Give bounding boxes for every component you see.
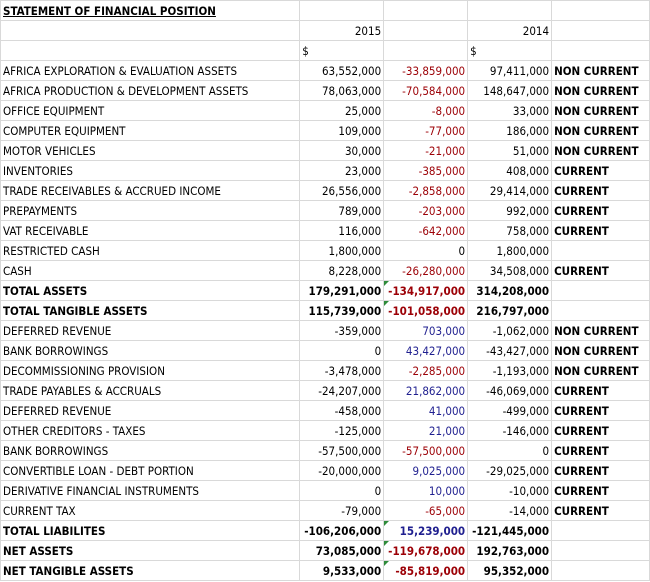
change-cell[interactable]: -203,000 [384,201,468,221]
value-2014-cell[interactable]: 51,000 [468,141,552,161]
year-header-row [1,21,650,41]
table-row [1,61,650,81]
change-cell[interactable]: 43,427,000 [384,341,468,361]
table-row [1,301,650,321]
value-2015-cell[interactable]: 9,533,000 [300,561,384,581]
value-2014-cell[interactable]: 33,000 [468,101,552,121]
table-row [1,101,650,121]
table-row [1,341,650,361]
value-2015-cell[interactable]: 1,800,000 [300,241,384,261]
change-cell[interactable]: -21,000 [384,141,468,161]
line-item-label[interactable]: OTHER CREDITORS - TAXES [1,421,300,441]
empty-cell[interactable] [1,41,300,61]
value-2015-cell[interactable]: -24,207,000 [300,381,384,401]
table-row [1,381,650,401]
value-2015-cell[interactable]: -359,000 [300,321,384,341]
table-row [1,121,650,141]
value-2014-cell[interactable]: -29,025,000 [468,461,552,481]
value-2015-cell[interactable]: -57,500,000 [300,441,384,461]
classification-cell[interactable]: CURRENT [552,481,650,501]
table-row [1,321,650,341]
table-row [1,281,650,301]
change-cell[interactable]: 10,000 [384,481,468,501]
change-cell[interactable]: -2,858,000 [384,181,468,201]
table-row [1,361,650,381]
value-2014-cell[interactable]: 408,000 [468,161,552,181]
value-2014-cell[interactable]: 95,352,000 [468,561,552,581]
line-item-label[interactable]: DEFERRED REVENUE [1,401,300,421]
empty-cell[interactable] [552,21,650,41]
currency-row [1,41,650,61]
change-cell[interactable]: -8,000 [384,101,468,121]
value-2015-cell[interactable]: -125,000 [300,421,384,441]
value-2015-cell[interactable]: -3,478,000 [300,361,384,381]
change-cell[interactable]: 21,000 [384,421,468,441]
value-2014-cell[interactable]: 148,647,000 [468,81,552,101]
line-item-label[interactable]: COMPUTER EQUIPMENT [1,121,300,141]
table-row [1,461,650,481]
value-2014-cell[interactable]: -10,000 [468,481,552,501]
value-2015-cell[interactable]: 115,739,000 [300,301,384,321]
line-item-label[interactable]: RESTRICTED CASH [1,241,300,261]
empty-cell[interactable] [552,1,650,21]
classification-cell[interactable] [552,281,650,301]
value-2014-cell[interactable]: -1,193,000 [468,361,552,381]
table-row [1,501,650,521]
value-2015-cell[interactable]: 109,000 [300,121,384,141]
classification-cell[interactable] [552,301,650,321]
change-cell[interactable]: -85,819,000 [384,561,468,581]
value-2015-cell[interactable]: 25,000 [300,101,384,121]
change-cell[interactable]: -57,500,000 [384,441,468,461]
table-row [1,421,650,441]
value-2014-cell[interactable]: 29,414,000 [468,181,552,201]
table-row [1,81,650,101]
change-cell[interactable]: 15,239,000 [384,521,468,541]
value-2015-cell[interactable]: 73,085,000 [300,541,384,561]
classification-cell[interactable]: CURRENT [552,421,650,441]
classification-cell[interactable] [552,561,650,581]
classification-cell[interactable]: NON CURRENT [552,101,650,121]
value-2015-cell[interactable]: 26,556,000 [300,181,384,201]
value-2014-cell[interactable]: 758,000 [468,221,552,241]
value-2015-cell[interactable]: -79,000 [300,501,384,521]
value-2015-cell[interactable]: 179,291,000 [300,281,384,301]
classification-cell[interactable]: CURRENT [552,441,650,461]
value-2014-cell[interactable]: 192,763,000 [468,541,552,561]
line-item-label[interactable]: AFRICA EXPLORATION & EVALUATION ASSETS [1,61,300,81]
change-cell[interactable]: -77,000 [384,121,468,141]
value-2015-cell[interactable]: -106,206,000 [300,521,384,541]
table-row [1,521,650,541]
value-2014-cell[interactable]: 992,000 [468,201,552,221]
value-2014-cell[interactable]: 97,411,000 [468,61,552,81]
classification-cell[interactable]: CURRENT [552,181,650,201]
line-item-label[interactable]: INVENTORIES [1,161,300,181]
classification-cell[interactable]: NON CURRENT [552,81,650,101]
empty-cell[interactable] [384,21,468,41]
classification-cell[interactable] [552,541,650,561]
change-cell[interactable]: 21,862,000 [384,381,468,401]
change-cell[interactable]: -101,058,000 [384,301,468,321]
table-row [1,261,650,281]
classification-cell[interactable]: CURRENT [552,201,650,221]
title-row [1,1,650,21]
empty-cell[interactable] [384,41,468,61]
value-2015-cell[interactable]: 8,228,000 [300,261,384,281]
change-cell[interactable]: -385,000 [384,161,468,181]
table-row [1,561,650,581]
value-2015-cell[interactable]: 116,000 [300,221,384,241]
change-cell[interactable]: -26,280,000 [384,261,468,281]
line-item-label[interactable]: NET ASSETS [1,541,300,561]
value-2014-cell[interactable]: 0 [468,441,552,461]
classification-cell[interactable]: CURRENT [552,161,650,181]
classification-cell[interactable]: CURRENT [552,501,650,521]
classification-cell[interactable]: NON CURRENT [552,121,650,141]
classification-cell[interactable]: CURRENT [552,461,650,481]
value-2014-cell[interactable]: -43,427,000 [468,341,552,361]
change-cell[interactable]: -70,584,000 [384,81,468,101]
line-item-label[interactable]: PREPAYMENTS [1,201,300,221]
change-cell[interactable]: -119,678,000 [384,541,468,561]
classification-cell[interactable] [552,241,650,261]
value-2015-cell[interactable]: -458,000 [300,401,384,421]
value-2015-cell[interactable]: 23,000 [300,161,384,181]
change-cell[interactable]: -2,285,000 [384,361,468,381]
line-item-label[interactable]: TOTAL TANGIBLE ASSETS [1,301,300,321]
empty-cell[interactable] [300,1,384,21]
change-cell[interactable]: -65,000 [384,501,468,521]
value-2015-cell[interactable]: 30,000 [300,141,384,161]
table-row [1,481,650,501]
value-2014-cell[interactable]: 34,508,000 [468,261,552,281]
classification-cell[interactable]: NON CURRENT [552,341,650,361]
classification-cell[interactable]: CURRENT [552,261,650,281]
table-row [1,201,650,221]
table-row [1,541,650,561]
classification-cell[interactable]: NON CURRENT [552,361,650,381]
year-2014-header[interactable]: 2014 [468,21,552,41]
line-item-label[interactable]: CASH [1,261,300,281]
line-item-label[interactable]: DECOMMISSIONING PROVISION [1,361,300,381]
line-item-label[interactable]: TRADE PAYABLES & ACCRUALS [1,381,300,401]
empty-cell[interactable] [468,1,552,21]
change-cell[interactable]: 41,000 [384,401,468,421]
value-2015-cell[interactable]: -20,000,000 [300,461,384,481]
line-item-label[interactable]: TRADE RECEIVABLES & ACCRUED INCOME [1,181,300,201]
line-item-label[interactable]: CONVERTIBLE LOAN - DEBT PORTION [1,461,300,481]
value-2014-cell[interactable]: -46,069,000 [468,381,552,401]
empty-cell[interactable] [384,1,468,21]
change-cell[interactable]: 0 [384,241,468,261]
value-2015-cell[interactable]: 0 [300,341,384,361]
value-2014-cell[interactable]: -1,062,000 [468,321,552,341]
change-cell[interactable]: -33,859,000 [384,61,468,81]
line-item-label[interactable]: BANK BORROWINGS [1,341,300,361]
value-2014-cell[interactable]: 186,000 [468,121,552,141]
currency-2015[interactable]: $ [300,41,384,61]
table-row [1,141,650,161]
value-2014-cell[interactable]: -499,000 [468,401,552,421]
value-2015-cell[interactable]: 63,552,000 [300,61,384,81]
classification-cell[interactable]: NON CURRENT [552,141,650,161]
currency-2014[interactable]: $ [468,41,552,61]
line-item-label[interactable]: CURRENT TAX [1,501,300,521]
value-2014-cell[interactable]: 1,800,000 [468,241,552,261]
line-item-label[interactable]: TOTAL LIABILITES [1,521,300,541]
line-item-label[interactable]: NET TANGIBLE ASSETS [1,561,300,581]
value-2015-cell[interactable]: 78,063,000 [300,81,384,101]
classification-cell[interactable]: NON CURRENT [552,61,650,81]
line-item-label[interactable]: MOTOR VEHICLES [1,141,300,161]
table-row [1,401,650,421]
change-cell[interactable]: 9,025,000 [384,461,468,481]
line-item-label[interactable]: TOTAL ASSETS [1,281,300,301]
change-cell[interactable]: -642,000 [384,221,468,241]
value-2015-cell[interactable]: 0 [300,481,384,501]
line-item-label[interactable]: VAT RECEIVABLE [1,221,300,241]
classification-cell[interactable] [552,521,650,541]
classification-cell[interactable]: CURRENT [552,221,650,241]
value-2014-cell[interactable]: 314,208,000 [468,281,552,301]
line-item-label[interactable]: OFFICE EQUIPMENT [1,101,300,121]
table-row [1,181,650,201]
value-2014-cell[interactable]: -14,000 [468,501,552,521]
change-cell[interactable]: -134,917,000 [384,281,468,301]
line-item-label[interactable]: DEFERRED REVENUE [1,321,300,341]
value-2015-cell[interactable]: 789,000 [300,201,384,221]
empty-cell[interactable] [1,21,300,41]
sheet-title[interactable]: STATEMENT OF FINANCIAL POSITION [1,1,300,21]
value-2014-cell[interactable]: 216,797,000 [468,301,552,321]
change-cell[interactable]: 703,000 [384,321,468,341]
classification-cell[interactable]: CURRENT [552,381,650,401]
empty-cell[interactable] [552,41,650,61]
table-row [1,161,650,181]
line-item-label[interactable]: BANK BORROWINGS [1,441,300,461]
classification-cell[interactable]: CURRENT [552,401,650,421]
classification-cell[interactable]: NON CURRENT [552,321,650,341]
value-2014-cell[interactable]: -146,000 [468,421,552,441]
value-2014-cell[interactable]: -121,445,000 [468,521,552,541]
table-row [1,241,650,261]
year-2015-header[interactable]: 2015 [300,21,384,41]
line-item-label[interactable]: DERIVATIVE FINANCIAL INSTRUMENTS [1,481,300,501]
table-row [1,221,650,241]
line-item-label[interactable]: AFRICA PRODUCTION & DEVELOPMENT ASSETS [1,81,300,101]
table-row [1,441,650,461]
